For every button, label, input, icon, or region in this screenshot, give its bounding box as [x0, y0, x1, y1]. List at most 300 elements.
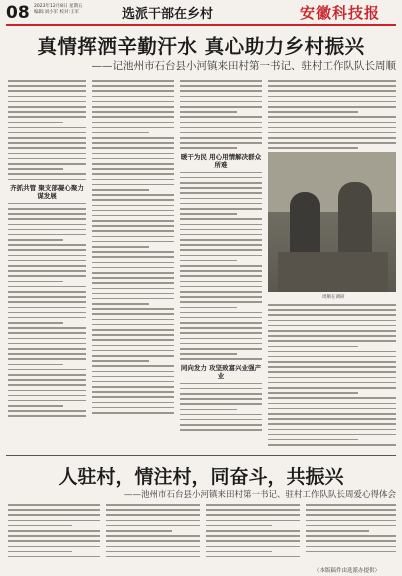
text-line — [180, 398, 262, 400]
text-line — [8, 343, 86, 345]
text-line — [306, 509, 396, 511]
text-line — [8, 379, 86, 381]
text-line — [268, 423, 396, 425]
text-line — [180, 286, 262, 288]
text-line — [8, 286, 86, 288]
text-line — [268, 142, 396, 144]
text-line — [180, 182, 262, 184]
text-line — [106, 556, 200, 558]
text-line — [180, 301, 262, 303]
text-line — [8, 203, 86, 205]
text-line — [306, 520, 396, 522]
text-line — [92, 241, 174, 243]
text-line — [92, 173, 174, 175]
text-line — [180, 172, 262, 174]
text-line — [180, 327, 262, 329]
text-line — [268, 320, 396, 322]
text-line — [92, 313, 174, 315]
text-line — [8, 390, 86, 392]
text-line — [8, 106, 86, 108]
text-line — [180, 203, 262, 205]
text-line — [8, 265, 86, 267]
text-line — [8, 307, 86, 309]
text-line — [8, 338, 86, 340]
text-line — [92, 365, 174, 367]
text-line — [268, 314, 396, 316]
text-line — [206, 525, 272, 527]
text-line — [8, 540, 100, 542]
page-number: 08 — [6, 3, 30, 23]
text-line — [8, 239, 63, 241]
text-line — [268, 132, 396, 134]
text-line — [92, 272, 174, 274]
text-line — [8, 90, 86, 92]
text-line — [92, 163, 174, 165]
text-line — [8, 405, 63, 407]
text-line — [8, 348, 86, 350]
text-line — [8, 504, 100, 506]
text-line — [8, 353, 86, 355]
text-line — [92, 319, 174, 321]
text-line — [8, 153, 86, 155]
article1-column-3 — [180, 80, 262, 434]
text-line — [92, 246, 149, 248]
article1-title: 真情挥洒辛勤汗水 真心助力乡村振兴 — [37, 35, 365, 58]
text-line — [92, 122, 174, 124]
text-line — [180, 218, 262, 220]
text-line — [92, 106, 174, 108]
article1-subhead: 暖干为民 用心用情解决群众所难 — [180, 152, 262, 169]
text-line — [8, 556, 100, 558]
article2-title: 人驻村，情注村，同奋斗，共振兴 — [58, 466, 344, 488]
text-line — [106, 514, 200, 516]
text-line — [306, 530, 369, 532]
text-line — [8, 179, 86, 181]
text-line — [180, 338, 262, 340]
text-line — [92, 184, 174, 186]
text-line — [268, 361, 396, 363]
text-line — [268, 101, 396, 103]
text-line — [180, 132, 262, 134]
text-line — [180, 255, 262, 257]
text-line — [206, 514, 300, 516]
text-line — [306, 546, 396, 548]
text-line — [180, 239, 262, 241]
text-line — [106, 509, 200, 511]
text-line — [268, 429, 396, 431]
text-line — [92, 96, 174, 98]
article2-column-4 — [306, 504, 396, 556]
text-line — [92, 230, 174, 232]
text-line — [180, 147, 237, 149]
text-line — [8, 296, 86, 298]
text-line — [268, 90, 396, 92]
text-line — [206, 546, 300, 548]
text-line — [180, 96, 262, 98]
text-line — [180, 137, 262, 139]
text-line — [268, 80, 396, 82]
text-line — [268, 397, 396, 399]
text-line — [92, 396, 174, 398]
text-line — [8, 173, 86, 175]
article1-subtitle: ——记池州市石台县小河镇来田村第一书记、驻村工作队队长周顺 — [91, 60, 396, 72]
article1-subhead: 齐抓共管 聚支部凝心聚力谋发展 — [10, 183, 84, 200]
text-line — [206, 509, 300, 511]
text-line — [268, 351, 396, 353]
text-line — [8, 234, 86, 236]
text-line — [268, 340, 396, 342]
text-line — [180, 142, 262, 144]
text-line — [180, 265, 262, 267]
editor-line: 编辑:刘小军 校对:王军 — [34, 10, 79, 15]
text-line — [92, 298, 174, 300]
text-line — [268, 137, 396, 139]
text-line — [8, 224, 86, 226]
text-line — [106, 520, 200, 522]
text-line — [92, 329, 174, 331]
text-line — [268, 444, 396, 446]
text-line — [268, 408, 396, 410]
text-line — [8, 291, 86, 293]
text-line — [180, 111, 237, 113]
text-line — [8, 384, 86, 386]
text-line — [180, 260, 237, 262]
text-line — [268, 325, 396, 327]
text-line — [8, 535, 100, 537]
text-line — [180, 383, 262, 385]
text-line — [92, 220, 174, 222]
text-line — [8, 301, 86, 303]
text-line — [180, 229, 262, 231]
article1-column-2 — [92, 80, 174, 417]
text-line — [180, 353, 237, 355]
text-line — [180, 224, 262, 226]
text-line — [206, 504, 300, 506]
text-line — [92, 225, 174, 227]
photo-caption: 周顺在调研 — [322, 295, 345, 300]
text-line — [92, 199, 174, 201]
text-line — [268, 116, 396, 118]
text-line — [8, 163, 86, 165]
text-line — [8, 96, 86, 98]
text-line — [8, 322, 63, 324]
article-divider — [6, 455, 396, 456]
text-line — [92, 277, 174, 279]
text-line — [206, 551, 272, 553]
text-line — [92, 85, 174, 87]
text-line — [268, 403, 396, 405]
text-line — [8, 122, 63, 124]
text-line — [180, 307, 237, 309]
text-line — [8, 270, 86, 272]
text-line — [8, 229, 86, 231]
text-line — [306, 525, 396, 527]
text-line — [8, 158, 86, 160]
article1-column-1 — [8, 80, 86, 421]
article2-column-1 — [8, 504, 100, 561]
text-line — [180, 80, 262, 82]
text-line — [92, 179, 174, 181]
text-line — [8, 509, 100, 511]
text-line — [8, 111, 86, 113]
text-line — [268, 439, 358, 441]
source-note: （本版稿件由选派办提供） — [314, 568, 381, 574]
article2-column-2 — [106, 504, 200, 561]
text-line — [206, 540, 300, 542]
text-line — [180, 403, 262, 405]
text-line — [8, 127, 86, 129]
text-line — [180, 270, 262, 272]
text-line — [268, 392, 358, 394]
text-line — [180, 343, 262, 345]
text-line — [92, 324, 174, 326]
text-line — [92, 168, 174, 170]
text-line — [92, 127, 174, 129]
newspaper-masthead: 安徽科技报 — [300, 4, 381, 22]
text-line — [306, 540, 396, 542]
text-line — [92, 153, 174, 155]
text-line — [92, 345, 174, 347]
text-line — [8, 168, 63, 170]
text-line — [8, 147, 86, 149]
text-line — [8, 369, 86, 371]
article1-subhead: 同向发力 攻坚致富兴业强产业 — [180, 363, 262, 380]
text-line — [106, 525, 200, 527]
text-line — [180, 90, 262, 92]
text-line — [268, 377, 396, 379]
text-line — [106, 546, 200, 548]
text-line — [8, 400, 86, 402]
text-line — [8, 281, 63, 283]
text-line — [306, 504, 396, 506]
text-line — [268, 371, 396, 373]
text-line — [8, 244, 86, 246]
text-line — [92, 194, 174, 196]
text-line — [92, 262, 174, 264]
text-line — [180, 429, 262, 431]
text-line — [180, 198, 262, 200]
text-line — [92, 381, 174, 383]
text-line — [180, 291, 262, 293]
text-line — [92, 210, 174, 212]
text-line — [8, 80, 86, 82]
text-line — [180, 249, 262, 251]
text-line — [306, 514, 396, 516]
text-line — [268, 85, 396, 87]
text-line — [268, 382, 396, 384]
text-line — [206, 530, 300, 532]
text-line — [92, 132, 149, 134]
text-line — [180, 275, 262, 277]
text-line — [180, 127, 262, 129]
text-line — [92, 267, 174, 269]
text-line — [92, 293, 174, 295]
text-line — [92, 142, 174, 144]
text-line — [8, 520, 100, 522]
text-line — [92, 116, 174, 118]
text-line — [180, 101, 262, 103]
text-line — [268, 356, 396, 358]
text-line — [92, 391, 174, 393]
text-line — [92, 386, 174, 388]
text-line — [92, 251, 174, 253]
text-line — [180, 213, 237, 215]
text-line — [92, 412, 174, 414]
text-line — [92, 308, 174, 310]
text-line — [106, 540, 200, 542]
text-line — [180, 281, 262, 283]
text-line — [8, 530, 100, 532]
text-line — [306, 551, 396, 553]
section-title: 选派干部在乡村 — [122, 7, 214, 22]
text-line — [180, 106, 262, 108]
header-rule — [6, 24, 396, 26]
text-line — [92, 236, 174, 238]
text-line — [180, 296, 262, 298]
text-line — [268, 413, 396, 415]
text-line — [268, 418, 396, 420]
text-line — [8, 260, 86, 262]
text-line — [180, 409, 237, 411]
text-line — [8, 137, 86, 139]
text-line — [92, 376, 174, 378]
text-line — [306, 535, 396, 537]
article2-column-3 — [206, 504, 300, 561]
text-line — [8, 101, 86, 103]
text-line — [8, 358, 86, 360]
text-line — [268, 434, 396, 436]
text-line — [268, 127, 396, 129]
text-line — [8, 395, 86, 397]
text-line — [8, 525, 72, 527]
text-line — [92, 80, 174, 82]
text-line — [92, 350, 174, 352]
text-line — [180, 122, 262, 124]
text-line — [92, 339, 174, 341]
text-line — [92, 282, 174, 284]
text-line — [92, 402, 174, 404]
text-line — [180, 234, 262, 236]
article1-column-4-top — [268, 80, 396, 153]
text-line — [106, 504, 200, 506]
text-line — [92, 90, 174, 92]
text-line — [8, 332, 86, 334]
text-line — [106, 530, 172, 532]
text-line — [268, 309, 396, 311]
text-line — [92, 158, 174, 160]
text-line — [8, 275, 86, 277]
text-line — [268, 387, 396, 389]
date-line: 2023年12月8日 星期五 — [34, 4, 83, 9]
text-line — [180, 116, 262, 118]
date-block — [34, 4, 82, 16]
text-line — [8, 208, 86, 210]
text-line — [268, 366, 396, 368]
text-line — [180, 358, 262, 360]
text-line — [180, 424, 262, 426]
text-line — [268, 147, 358, 149]
text-line — [206, 556, 300, 558]
text-line — [180, 192, 262, 194]
text-line — [8, 85, 86, 87]
text-line — [180, 187, 262, 189]
text-line — [8, 514, 100, 516]
article1-column-4-bottom — [268, 304, 396, 449]
text-line — [180, 419, 262, 421]
text-line — [268, 111, 358, 113]
text-line — [268, 335, 396, 337]
text-line — [92, 407, 174, 409]
text-line — [92, 371, 174, 373]
text-line — [180, 312, 262, 314]
text-line — [92, 189, 149, 191]
text-line — [180, 244, 262, 246]
text-line — [92, 288, 174, 290]
text-line — [92, 303, 149, 305]
text-line — [206, 520, 300, 522]
text-line — [92, 215, 174, 217]
text-line — [180, 85, 262, 87]
text-line — [92, 355, 174, 357]
text-line — [180, 348, 262, 350]
text-line — [92, 256, 174, 258]
text-line — [8, 142, 86, 144]
text-line — [180, 414, 262, 416]
text-line — [8, 218, 86, 220]
text-line — [92, 205, 174, 207]
text-line — [8, 415, 86, 417]
text-line — [8, 374, 86, 376]
text-line — [92, 111, 174, 113]
article-photo — [268, 152, 396, 292]
text-line — [8, 364, 63, 366]
text-line — [268, 304, 396, 306]
text-line — [180, 177, 262, 179]
text-line — [180, 332, 262, 334]
text-line — [180, 322, 262, 324]
article2-subtitle: ——池州市石台县小河镇来田村第一书记、驻村工作队队长周爱心得体会 — [123, 490, 396, 500]
text-line — [8, 132, 86, 134]
text-line — [92, 137, 174, 139]
text-line — [92, 101, 174, 103]
text-line — [8, 546, 100, 548]
text-line — [106, 551, 200, 553]
text-line — [8, 213, 86, 215]
text-line — [8, 249, 86, 251]
text-line — [268, 122, 396, 124]
text-line — [8, 327, 86, 329]
text-line — [8, 312, 86, 314]
text-line — [268, 106, 396, 108]
text-line — [180, 388, 262, 390]
text-line — [180, 317, 262, 319]
text-line — [8, 116, 86, 118]
text-line — [92, 147, 174, 149]
text-line — [180, 208, 262, 210]
text-line — [92, 334, 174, 336]
text-line — [8, 255, 86, 257]
text-line — [106, 535, 200, 537]
text-line — [268, 346, 358, 348]
text-line — [268, 330, 396, 332]
text-line — [8, 410, 86, 412]
text-line — [8, 551, 72, 553]
text-line — [180, 393, 262, 395]
text-line — [268, 96, 396, 98]
text-line — [206, 535, 300, 537]
text-line — [8, 317, 86, 319]
text-line — [92, 360, 149, 362]
